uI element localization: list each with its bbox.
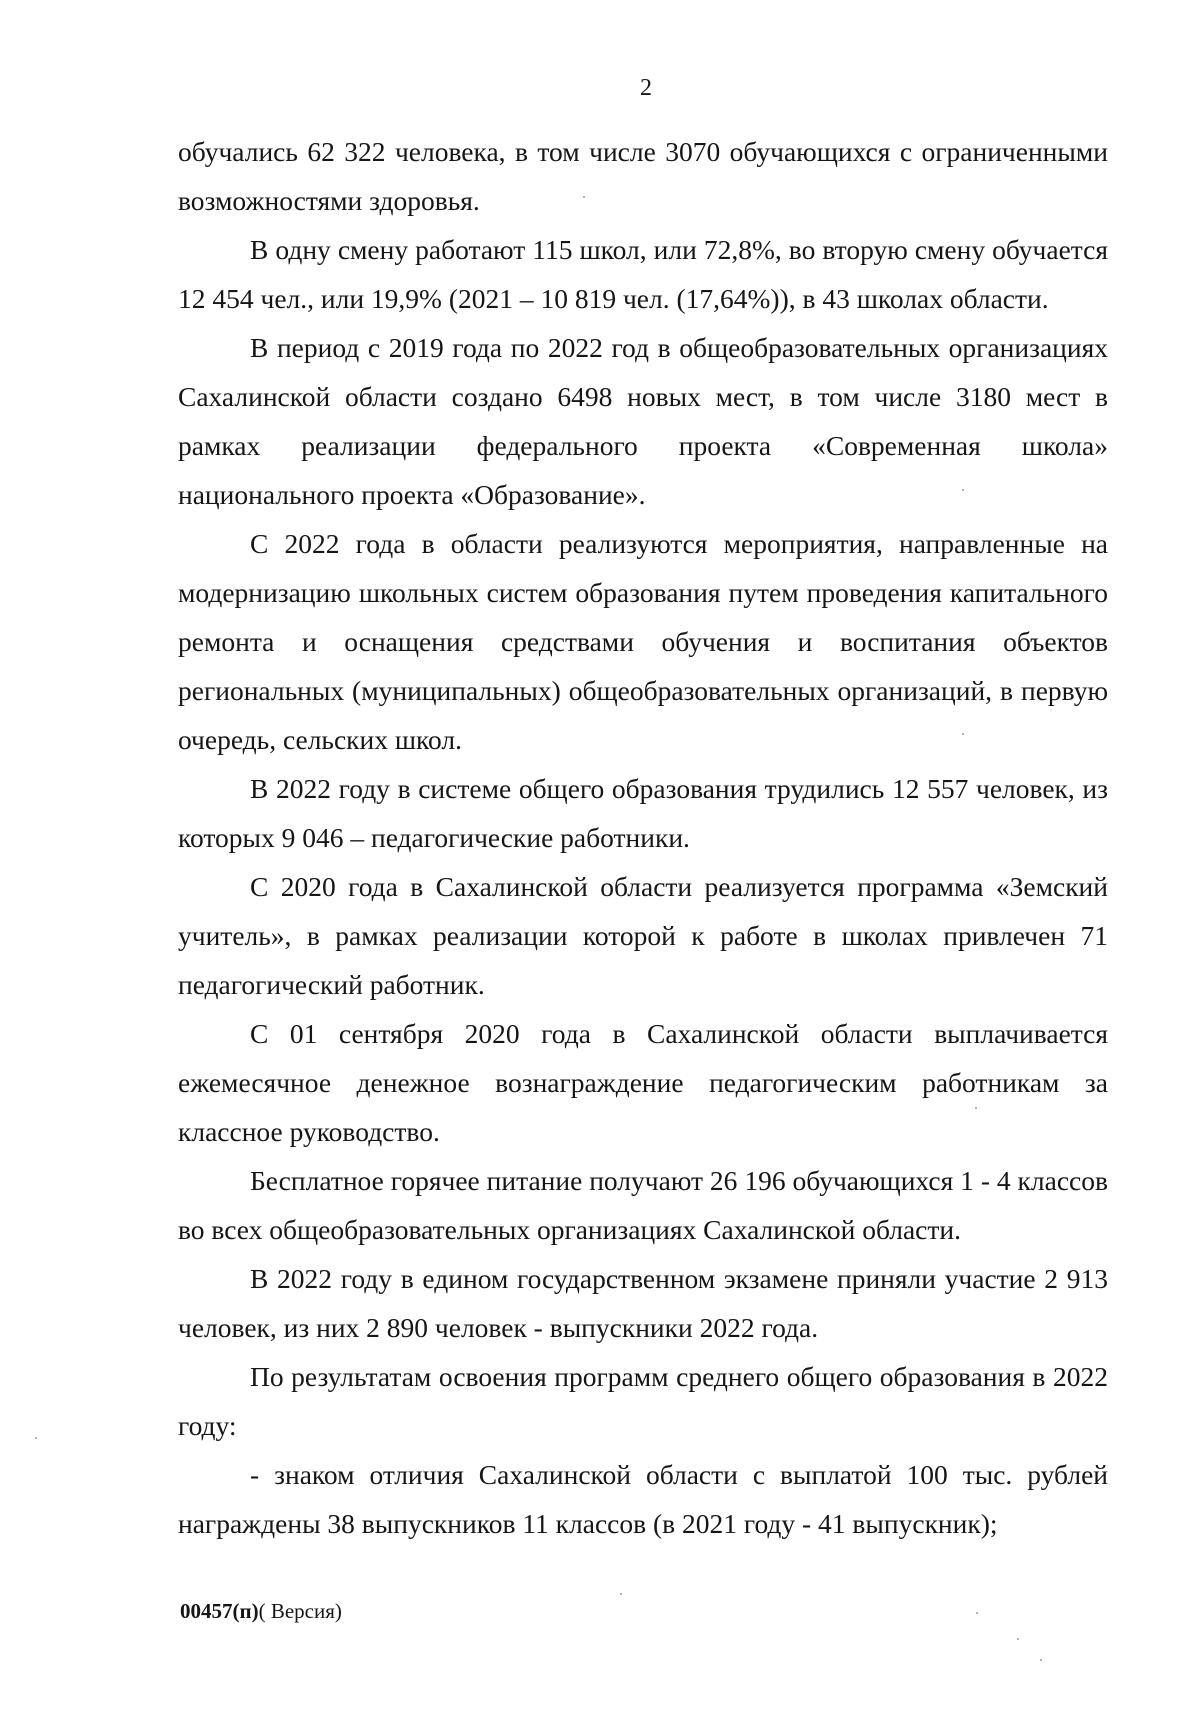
document-body (178, 127, 1108, 1548)
scan-speck (975, 1107, 977, 1109)
paragraph-zemsky-teacher: С 2020 года в Сахалинской области реализуется программа «Земский учитель», в рамках реализации которой к работе в школах привлечен 71 педагогический работник. (178, 871, 1108, 1000)
scan-speck (620, 1593, 622, 1595)
paragraph-award: - знаком отличия Сахалинской области с выплатой 100 тыс. рублей награждены 38 выпускников 11 классов (в 2021 году - 41 выпускник); (178, 1459, 1108, 1539)
scan-speck (976, 1612, 978, 1614)
scan-speck (1040, 1659, 1042, 1661)
footer-document-code (180, 1598, 342, 1624)
paragraph-results: По результатам освоения программ среднего общего образования в 2022 году: (178, 1361, 1108, 1441)
paragraph-continuation: обучались 62 322 человека, в том числе 3070 обучающихся с ограниченными возможностями здоровья. (178, 136, 1108, 216)
page-number: 2 (640, 75, 652, 101)
paragraph-hot-meals: Бесплатное горячее питание получают 26 196 обучающихся 1 - 4 классов во всех общеобразовательных организациях Сахалинской области. (178, 1165, 1108, 1245)
paragraph-new-places: В период с 2019 года по 2022 год в общеобразовательных организациях Сахалинской области создано 6498 новых мест, в том числе 3180 мест в рамках реализации федерального проекта «Современная школа» национального проекта «Образование». (178, 332, 1108, 510)
paragraph-unified-exam: В 2022 году в едином государственном экзамене приняли участие 2 913 человек, из них 2 890 человек - выпускники 2022 года. (178, 1263, 1108, 1343)
scan-speck (962, 733, 964, 735)
paragraph-class-guidance: С 01 сентября 2020 года в Сахалинской области выплачивается ежемесячное денежное вознаграждение педагогическим работникам за классное руководство. (178, 1018, 1108, 1147)
scan-speck (583, 196, 585, 198)
scan-speck (35, 1437, 37, 1439)
footer-version: ( Версия) (258, 1599, 342, 1623)
scan-speck (1017, 1638, 1019, 1640)
paragraph-modernization: С 2022 года в области реализуются мероприятия, направленные на модернизацию школьных систем образования путем проведения капитального ремонта и оснащения средствами обучения и воспитания объектов региональных (муниципальных) общеобразовательных организаций, в первую очередь, сельских школ. (178, 528, 1108, 755)
paragraph-staff: В 2022 году в системе общего образования трудились 12 557 человек, из которых 9 046 – педагогические работники. (178, 773, 1108, 853)
footer-code-number: 00457(п) (180, 1599, 259, 1623)
paragraph-shifts: В одну смену работают 115 школ, или 72,8%, во вторую смену обучается 12 454 чел., или 19,9% (2021 – 10 819 чел. (17,64%)), в 43 школах области. (178, 234, 1108, 314)
scan-speck (962, 489, 964, 491)
